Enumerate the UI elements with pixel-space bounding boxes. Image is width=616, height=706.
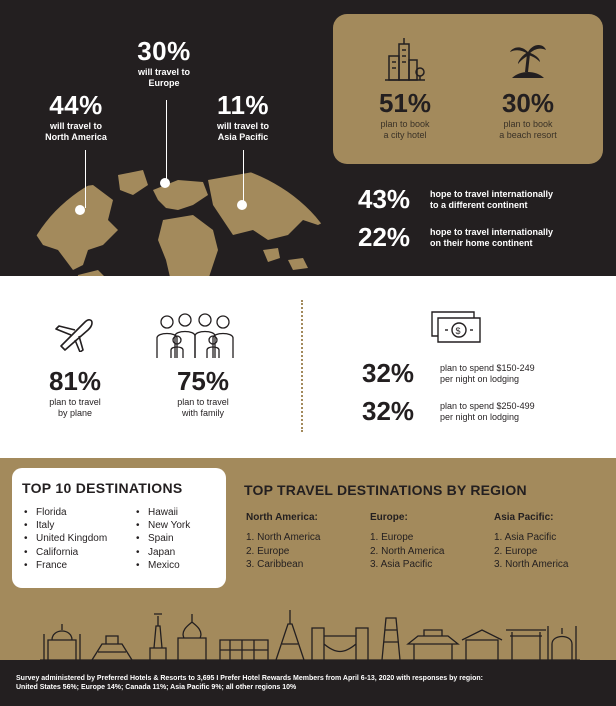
by-region-title: TOP TRAVEL DESTINATIONS BY REGION (244, 482, 527, 498)
list-item: 1. North America (246, 532, 321, 543)
landmarks-skyline-icon (40, 604, 580, 662)
section-divider (301, 300, 303, 432)
stat-home-continent (358, 222, 600, 253)
list-item: 2. Europe (494, 545, 538, 557)
stat-pct: 75% (176, 366, 230, 396)
stat-pct: 30% (137, 36, 191, 66)
stat-pct: 51% (378, 88, 432, 118)
top10-title: TOP 10 DESTINATIONS (22, 480, 183, 496)
stat-label: will travel to (216, 121, 269, 131)
stat-plane (30, 366, 120, 419)
stat-city-hotel (350, 88, 460, 141)
list-item: 2. North America (370, 545, 445, 557)
stat-label: by plane (57, 408, 93, 418)
footnote-line: Survey administered by Preferred Hotels & Resorts to 3,695 I Prefer Hotel Rewards Members from April 6-13, 2020 with responses by region: (16, 675, 483, 682)
list-item: • Florida (24, 506, 107, 519)
list-item: 2. Europe (246, 545, 290, 557)
list-item: • Mexico (136, 559, 190, 572)
region-heading: Asia Pacific: (494, 512, 554, 523)
stat-label: a city hotel (383, 130, 427, 140)
stat-pct: 81% (48, 366, 102, 396)
region-heading: Europe: (370, 512, 408, 523)
stat-label: Asia Pacific (217, 132, 269, 142)
airplane-icon (55, 316, 95, 352)
stat-pct: 32% (362, 358, 415, 388)
list-item: 1. Europe (370, 532, 414, 543)
stat-label: plan to book (380, 119, 430, 129)
footnote-line: United States 56%; Europe 14%; Canada 11%; Asia Pacific 9%; all other regions 10% (16, 684, 297, 691)
list-item: • France (24, 559, 107, 572)
stat-asia-pacific (203, 90, 283, 143)
list-item: • Hawaii (136, 506, 190, 519)
money-bill-icon (430, 306, 486, 346)
stat-pct: 32% (362, 396, 415, 426)
stat-beach-resort (473, 88, 583, 141)
stat-spend-low (362, 358, 590, 389)
list-item: • New York (136, 519, 190, 532)
stat-label: per night on lodging (440, 411, 520, 422)
stat-label: plan to travel (49, 397, 101, 407)
top-dark-panel (0, 0, 616, 276)
stat-pct: 44% (49, 90, 103, 120)
eu-pin-line (166, 100, 167, 180)
ap-pin-line (243, 150, 244, 202)
stat-label: plan to book (503, 119, 553, 129)
list-item: • Spain (136, 532, 190, 545)
stat-label: plan to spend $250-499 (440, 400, 535, 411)
stat-label: on their home continent (430, 237, 533, 248)
stat-pct: 43% (358, 184, 411, 214)
stat-label: plan to spend $150-249 (440, 362, 535, 373)
stat-label: will travel to (137, 67, 190, 77)
list-item: 3. Asia Pacific (370, 559, 433, 570)
na-pin-dot (75, 205, 85, 215)
stat-family (158, 366, 248, 419)
stat-label: hope to travel internationally (430, 188, 554, 199)
family-group-icon (155, 312, 235, 360)
svg-text:$: $ (455, 326, 461, 336)
list-item: • Japan (136, 546, 190, 559)
stat-label: Europe (148, 78, 180, 88)
palm-tree-icon (508, 40, 548, 80)
region-heading: North America: (246, 512, 318, 523)
top10-list-col2 (136, 506, 190, 572)
stat-different-continent (358, 184, 600, 215)
stat-label: to a different continent (430, 199, 528, 210)
ap-pin-dot (237, 200, 247, 210)
region-north-america (246, 512, 320, 572)
stat-label: will travel to (49, 121, 102, 131)
stat-europe (124, 36, 204, 89)
list-item: • United Kingdom (24, 532, 107, 545)
world-globe-icon (18, 150, 348, 276)
stat-pct: 22% (358, 222, 411, 252)
stat-label: plan to travel (177, 397, 229, 407)
list-item: 1. Asia Pacific (494, 532, 557, 543)
list-item: • Italy (24, 519, 107, 532)
region-asia-pacific (494, 512, 568, 572)
list-item: 3. Caribbean (246, 559, 304, 570)
eu-pin-dot (160, 178, 170, 188)
list-item: 3. North America (494, 559, 569, 570)
stat-label: North America (45, 132, 107, 142)
stat-pct: 30% (501, 88, 555, 118)
list-item: • California (24, 546, 107, 559)
stat-label: per night on lodging (440, 373, 520, 384)
city-buildings-icon (385, 38, 425, 82)
stat-pct: 11% (216, 90, 270, 120)
stat-north-america (36, 90, 116, 143)
stat-label: hope to travel internationally (430, 226, 554, 237)
stat-label: a beach resort (499, 130, 557, 140)
stat-label: with family (181, 408, 224, 418)
survey-footnote (0, 660, 616, 706)
top10-list-col1 (24, 506, 107, 572)
region-europe (370, 512, 444, 572)
na-pin-line (85, 150, 86, 208)
stat-spend-high (362, 396, 590, 427)
